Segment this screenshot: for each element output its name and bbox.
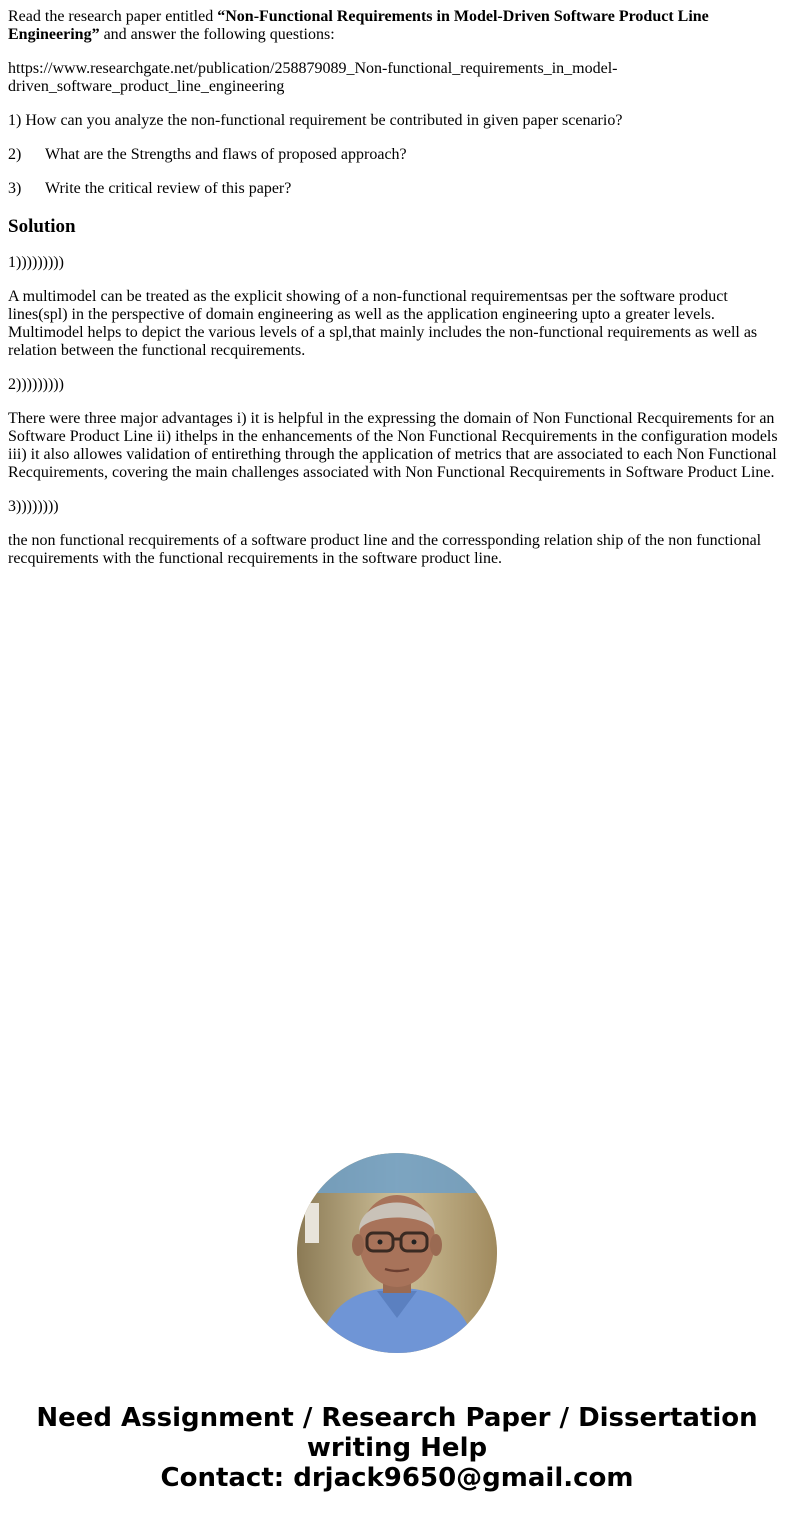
intro-suffix: and answer the following questions: [99,26,335,43]
question-3-text: Write the critical review of this paper? [45,180,292,197]
footer-banner [0,1403,794,1493]
avatar [297,1153,497,1353]
question-2 [8,146,786,164]
paper-title: “Non-Functional Requirements in Model-Driven Software Product Line Engineering” [8,8,709,43]
document-body [8,8,786,584]
footer-contact: Contact: drjack9650@gmail.com [160,1463,634,1493]
question-2-text: What are the Strengths and flaws of proposed approach? [45,146,407,163]
answer-3-marker: 3)))))))) [8,498,59,515]
answer-2-text: There were three major advantages i) it is helpful in the expressing the domain of Non Functional Recquirements for an Software Product Line ii) ithelps in the enhancements of the Non Functional Recquirements in the configuration models iii) it also allowes validation of entirething through the application of metrics that are associated to each Non Functional Recquirements, covering the main challenges associated with Non Functional Recquirements in Software Product Line. [8,410,778,481]
question-1: 1) How can you analyze the non-functional requirement be contributed in given paper scenario? [8,112,623,129]
person-portrait-icon [297,1153,497,1353]
answer-1-text: A multimodel can be treated as the explicit showing of a non-functional requirementsas per the software product lines(spl) in the perspective of domain engineering as well as the application engineering upto a greater levels. Multimodel helps to depict the various levels of a spl,that mainly includes the non-functional requirements as well as relation between the functional recquirements. [8,288,758,359]
question-3 [8,180,786,198]
answer-1-marker: 1))))))))) [8,254,64,271]
solution-heading: Solution [8,216,76,237]
question-3-number: 3) [8,180,22,197]
paper-url: https://www.researchgate.net/publication/258879089_Non-functional_requirements_in_model-driven_software_product_line_engineering [8,60,618,95]
intro-prefix: Read the research paper entitled [8,8,218,25]
intro-paragraph [8,8,786,44]
answer-2-marker: 2))))))))) [8,376,64,393]
answer-3-text: the non functional recquirements of a software product line and the corressponding relation ship of the non functional recquirements with the functional recquirements in the software product line. [8,532,762,567]
question-2-number: 2) [8,146,22,163]
footer-line-1: Need Assignment / Research Paper / Dissertation writing Help [36,1403,758,1463]
